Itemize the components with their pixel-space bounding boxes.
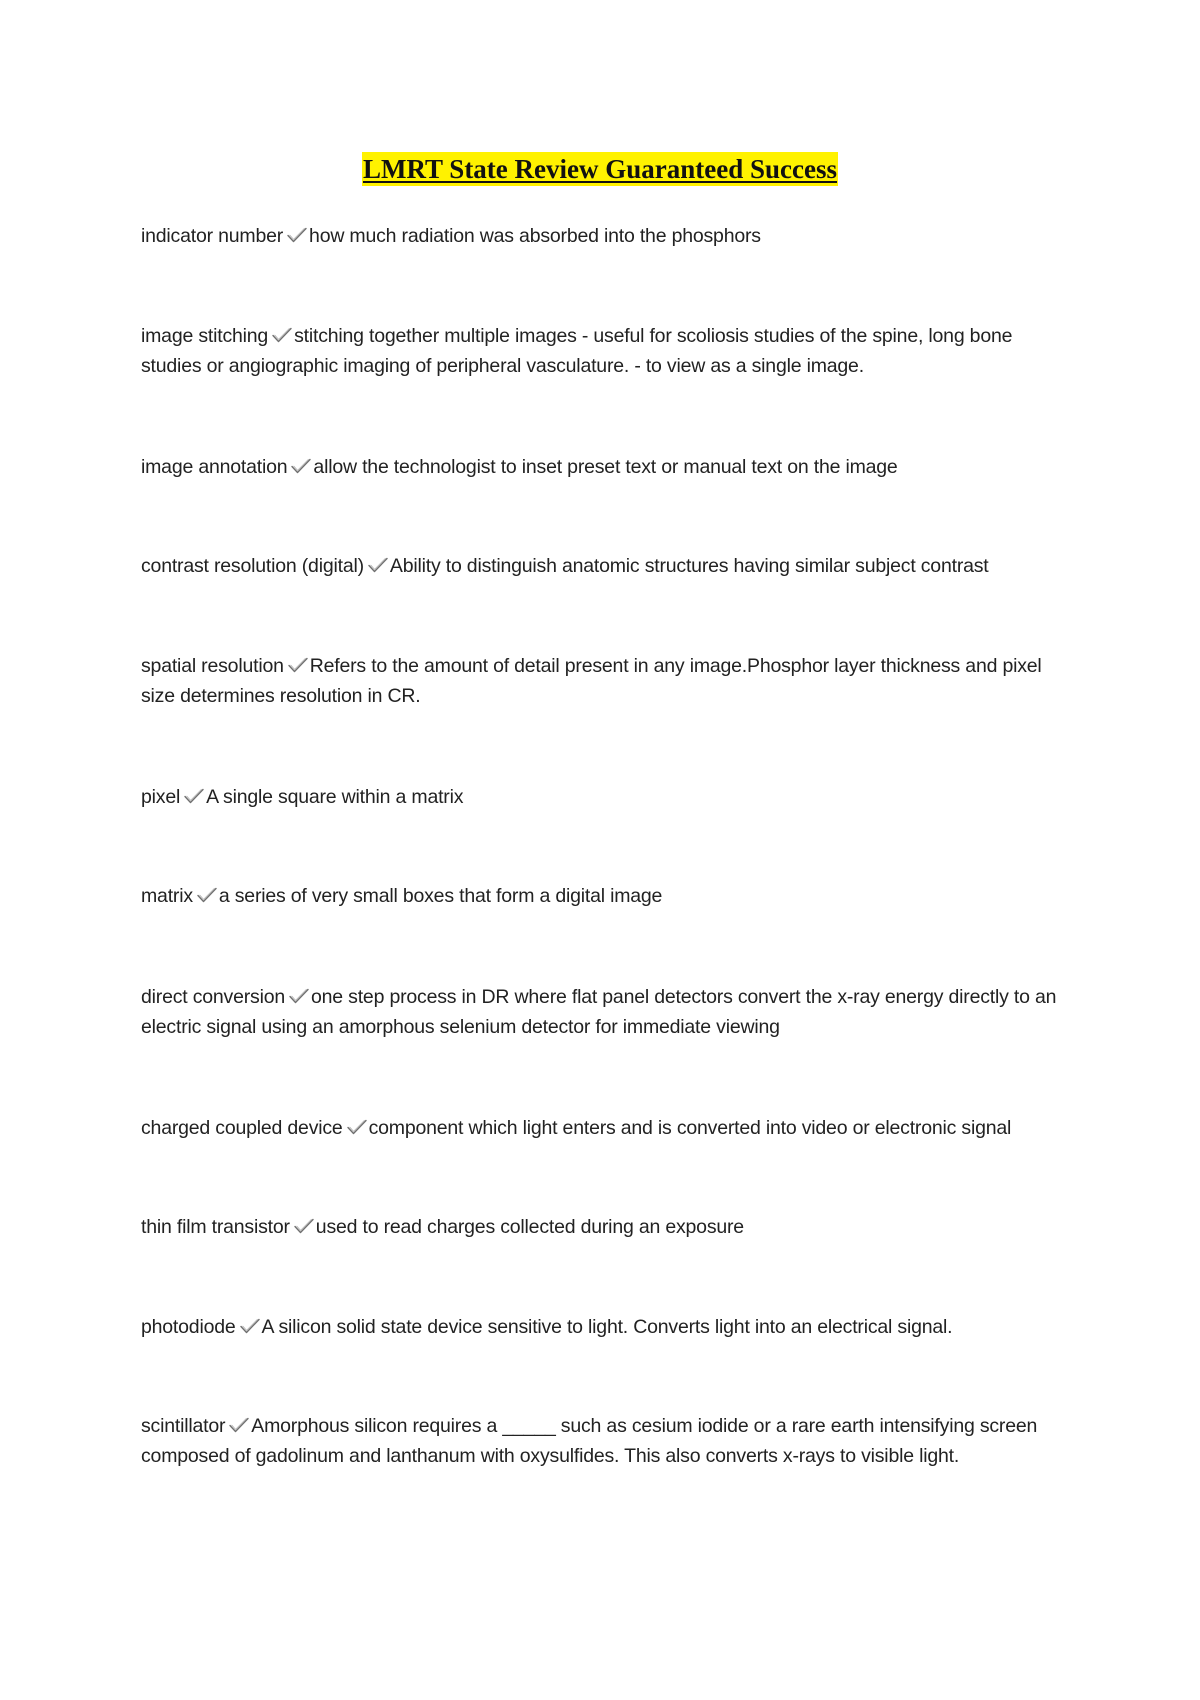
check-icon [287, 656, 309, 674]
check-icon [286, 226, 308, 244]
entry-definition: Ability to distinguish anatomic structures having similar subject contrast [389, 555, 989, 577]
list-item [141, 452, 1071, 482]
title-wrap [0, 152, 1200, 186]
list-item [141, 982, 1071, 1042]
entry-term: contrast resolution (digital) [141, 555, 364, 577]
check-icon [183, 787, 205, 805]
entry-definition: stitching together multiple images - useful for scoliosis studies of the spine, long bone studies or angiographic imaging of peripheral vasculature. - to view as a single image. [141, 325, 1013, 377]
list-item [141, 651, 1071, 711]
entry-term: image stitching [141, 325, 269, 347]
check-icon [290, 457, 312, 475]
entry-definition: used to read charges collected during an exposure [315, 1216, 744, 1238]
entry-definition: Refers to the amount of detail present in any image.Phosphor layer thickness and pixel size determines resolution in CR. [141, 655, 1042, 707]
entry-term: pixel [141, 786, 181, 808]
entry-definition: component which light enters and is converted into video or electronic signal [368, 1117, 1012, 1139]
check-icon [271, 326, 293, 344]
entry-term: scintillator [141, 1415, 226, 1437]
list-item [141, 321, 1071, 381]
list-item [141, 1212, 1071, 1242]
entry-definition: a series of very small boxes that form a digital image [218, 885, 663, 907]
list-item [141, 1312, 1071, 1342]
check-icon [293, 1217, 315, 1235]
entry-definition: one step process in DR where flat panel detectors convert the x-ray energy directly to an electric signal using an amorphous selenium detector for immediate viewing [141, 986, 1057, 1038]
check-icon [228, 1416, 250, 1434]
entry-term: thin film transistor [141, 1216, 290, 1238]
check-icon [346, 1118, 368, 1136]
entry-definition: A single square within a matrix [206, 786, 464, 808]
list-item [141, 1113, 1071, 1143]
list-item [141, 1411, 1071, 1471]
entry-definition: allow the technologist to inset preset text or manual text on the image [313, 456, 898, 478]
check-icon [367, 556, 389, 574]
entry-definition: Amorphous silicon requires a _____ such as cesium iodide or a rare earth intensifying screen composed of gadolinum and lanthanum with oxysulfides. This also converts x-rays to visible light. [141, 1415, 1038, 1467]
entry-term: matrix [141, 885, 193, 907]
list-item [141, 551, 1071, 581]
entry-term: photodiode [141, 1316, 236, 1338]
entry-term: image annotation [141, 456, 288, 478]
check-icon [196, 886, 218, 904]
list-item [141, 782, 1071, 812]
entry-term: direct conversion [141, 986, 286, 1008]
entry-definition: A silicon solid state device sensitive to light. Converts light into an electrical signal. [261, 1316, 953, 1338]
entry-term: charged coupled device [141, 1117, 343, 1139]
entry-term: spatial resolution [141, 655, 284, 677]
list-item [141, 221, 1071, 251]
check-icon [239, 1317, 261, 1335]
entry-definition: how much radiation was absorbed into the phosphors [309, 225, 761, 247]
entry-term: indicator number [141, 225, 284, 247]
page-title: LMRT State Review Guaranteed Success [362, 154, 837, 184]
list-item [141, 881, 1071, 911]
check-icon [288, 987, 310, 1005]
